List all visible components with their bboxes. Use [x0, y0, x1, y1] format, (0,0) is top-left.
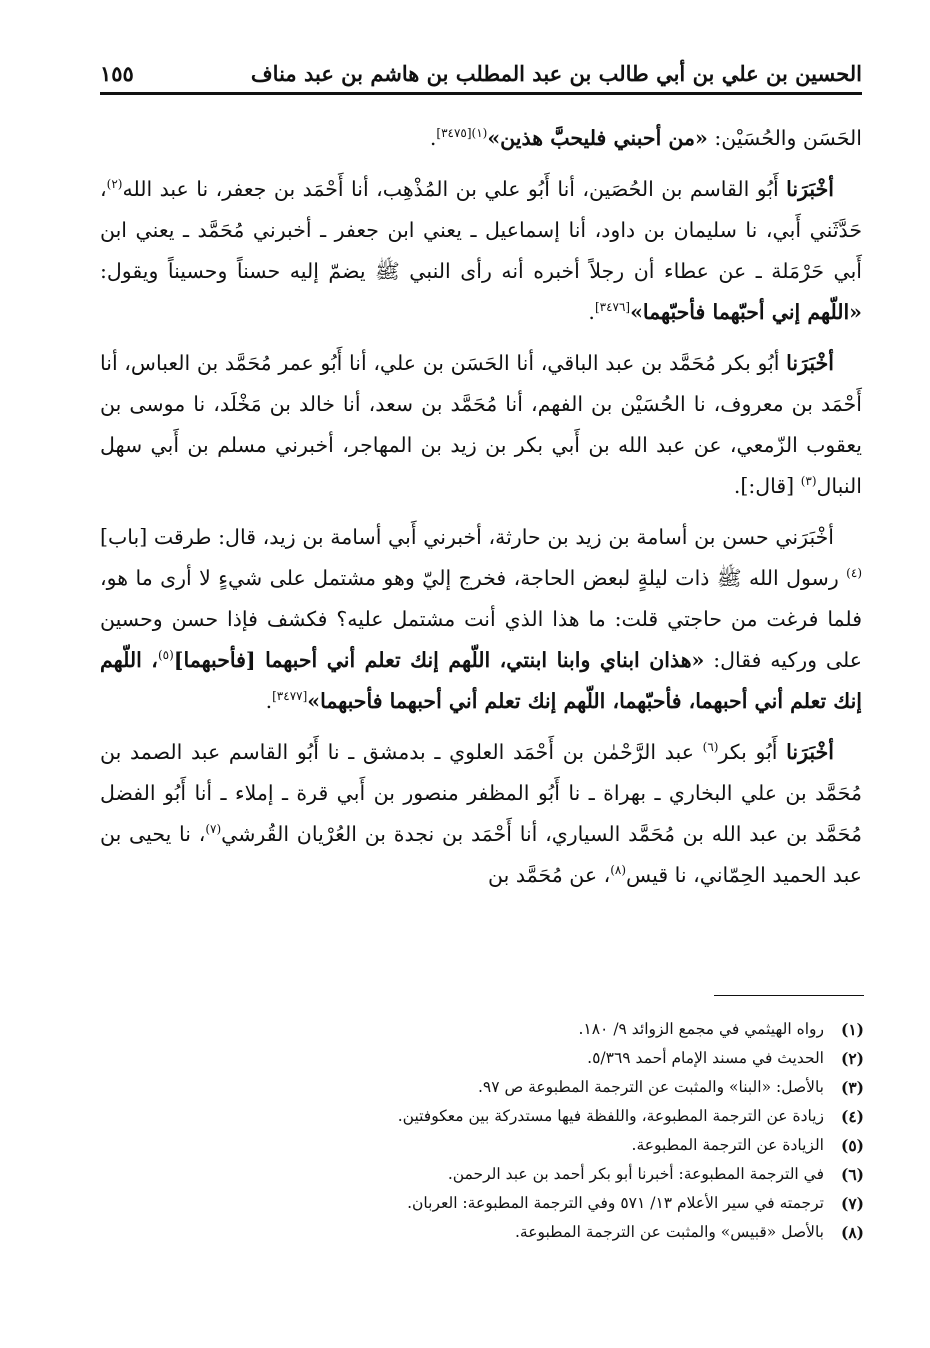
text-run: ، عن مُحَمَّد بن — [488, 863, 611, 887]
footnote-ref-6: (٦) — [702, 740, 719, 755]
text-run: أَبُو القاسم بن الحُصَين، أنا أَبُو علي بن المُذْهِب، أنا أَحْمَد بن جعفر، نا عبد الله — [122, 177, 787, 201]
footnote-6 — [100, 1160, 864, 1189]
footnote-ref-2: (٢) — [106, 177, 123, 192]
footnote-number: (٧) — [840, 1194, 864, 1213]
footnote-number: (٦) — [840, 1165, 864, 1184]
page-number: ١٥٥ — [100, 61, 134, 86]
footnote-number: (١) — [840, 1020, 864, 1039]
footnote-ref-8: (٨) — [610, 863, 627, 878]
footnote-text: ترجمته في سير الأعلام ١٣/ ٥٧١ وفي الترجمة المطبوعة: العربان. — [407, 1194, 824, 1212]
text-run: . — [588, 300, 595, 324]
hadith-quote: «هذان ابناي وابنا ابنتي، اللّهم إنك تعلم أني أحبهما [فأحبهما] — [173, 648, 705, 672]
main-text — [100, 118, 862, 906]
footnote-ref-5: (٥) — [157, 648, 174, 663]
footnote-text: في الترجمة المطبوعة: أخبرنا أبو بكر أحمد بن عبد الرحمن. — [447, 1165, 824, 1183]
footnote-3 — [100, 1073, 864, 1102]
hadith-number: [٣٤٧٦] — [594, 300, 631, 315]
running-title: الحسين بن علي بن أبي طالب بن عبد المطلب بن هاشم بن عبد مناف — [250, 61, 862, 86]
text-run: ، نا يحيى بن عبد الحميد الحِمّاني، نا قيس — [100, 822, 862, 887]
footnote-1 — [100, 1015, 864, 1044]
narration-keyword: أخْبَرَنا — [786, 177, 834, 201]
footnote-text: الحديث في مسند الإمام أحمد ٥/٣٦٩. — [587, 1049, 824, 1067]
footnote-ref-7: (٧) — [205, 822, 222, 837]
paragraph-4 — [100, 517, 862, 722]
narration-keyword: أخْبَرَنا — [786, 740, 834, 764]
text-run: [قال:]. — [733, 474, 801, 498]
hadith-number: [٣٤٧٧] — [272, 689, 308, 704]
footnote-text: بالأصل: «البنا» والمثبت عن الترجمة المطبوعة ص ٩٧. — [477, 1078, 824, 1096]
footnote-number: (٣) — [840, 1078, 864, 1097]
paragraph-5 — [100, 732, 862, 896]
footnote-number: (٤) — [840, 1107, 864, 1126]
footnote-divider — [714, 995, 864, 996]
footnote-text: الزيادة عن الترجمة المطبوعة. — [631, 1136, 824, 1154]
footnote-7 — [100, 1189, 864, 1218]
paragraph-3 — [100, 343, 862, 507]
footnote-text: بالأصل «قبيس» والمثبت عن الترجمة المطبوعة. — [515, 1223, 824, 1241]
footnote-text: زيادة عن الترجمة المطبوعة، واللفظة فيها مستدركة بين معكوفتين. — [397, 1107, 824, 1125]
text-run: عبد الرَّحْمٰن بن أَحْمَد العلوي ـ بدمشق ـ نا أَبُو القاسم عبد الصمد بن مُحَمَّد بن علي البخاري ـ بهراة ـ نا أَبُو المظفر منصور بن أَبي قرة ـ إملاء ـ أنا أَبُو الفضل مُحَمَّد بن عبد الله بن مُحَمَّد السياري، أنا أَحْمَد بن نجدة بن العُرْيان القُرشي — [100, 740, 862, 846]
footnote-ref-3: (٣) — [800, 474, 817, 489]
hadith-number: [٣٤٧٥] — [436, 126, 472, 141]
footnote-number: (٨) — [840, 1223, 864, 1242]
footnote-4 — [100, 1102, 864, 1131]
paragraph-2 — [100, 169, 862, 333]
hadith-quote: «اللّهم إني أحبّهما فأحبّهما» — [630, 300, 862, 324]
footnote-2 — [100, 1044, 864, 1073]
hadith-quote: ، اللّهم إنك تعلم أني أحبهما، فأحبّهما، اللّهم إنك تعلم أني أحبهما فأحبهما» — [100, 648, 862, 713]
footnote-number: (٢) — [840, 1049, 864, 1068]
footnote-number: (٥) — [840, 1136, 864, 1155]
text-run: الحَسَن والحُسَيْن: — [707, 126, 862, 150]
footnote-text: رواه الهيثمي في مجمع الزوائد ٩/ ١٨٠. — [578, 1020, 824, 1038]
narration-keyword: أخْبَرَنا — [786, 351, 834, 375]
footnote-5 — [100, 1131, 864, 1160]
hadith-quote: «من أحبني فليحبَّ هذين» — [487, 126, 708, 150]
text-run: . — [429, 126, 437, 150]
footnote-ref-1: (١) — [471, 126, 488, 141]
footnote-ref-4: (٤) — [846, 566, 862, 581]
text-run: ، حَدَّثَني أَبي، نا سليمان بن داود، أنا إسماعيل ـ يعني ابن جعفر ـ أخبرني مُحَمَّد ـ يعني ابن أَبي حَرْمَلة ـ عن عطاء أن رجلاً أخبره أنه رأى النبي ﷺ يضمّ إليه حسناً وحسيناً ويقول: — [100, 177, 862, 283]
text-run: أبُو بكر مُحَمَّد بن عبد الباقي، أنا الحَسَن بن علي، أنا أَبُو عمر مُحَمَّد بن العباس، أنا أَحْمَد بن معروف، نا الحُسَيْن بن الفهم، أنا مُحَمَّد بن سعد، أنا خالد بن مَخْلَد، نا موسى بن يعقوب الزّمعي، عن عبد الله بن أَبي بكر بن زيد بن المهاجر، أخبرني مسلم بن أَبي سهل النبال — [100, 351, 862, 498]
page-header — [100, 52, 862, 95]
text-run: رسول الله ﷺ ذات ليلةٍ لبعض الحاجة، فخرج إليّ وهو مشتمل على شيءٍ لا أرى ما هو، فلما فرغت من حاجتي قلت: ما هذا الذي أنت مشتمل عليه؟ فكشف فإذا حسن وحسين على وركيه فقال: — [100, 566, 863, 672]
text-run: . — [265, 689, 273, 713]
text-run: أخْبَرَني حسن بن أسامة بن زيد بن حارثة، أخبرني أَبي أسامة بن زيد، قال: طرقت [باب] — [100, 525, 834, 549]
text-run: أَبُو بكر — [718, 740, 787, 764]
footnote-8 — [100, 1218, 864, 1247]
paragraph-1 — [100, 118, 862, 159]
footnotes — [100, 1015, 864, 1247]
